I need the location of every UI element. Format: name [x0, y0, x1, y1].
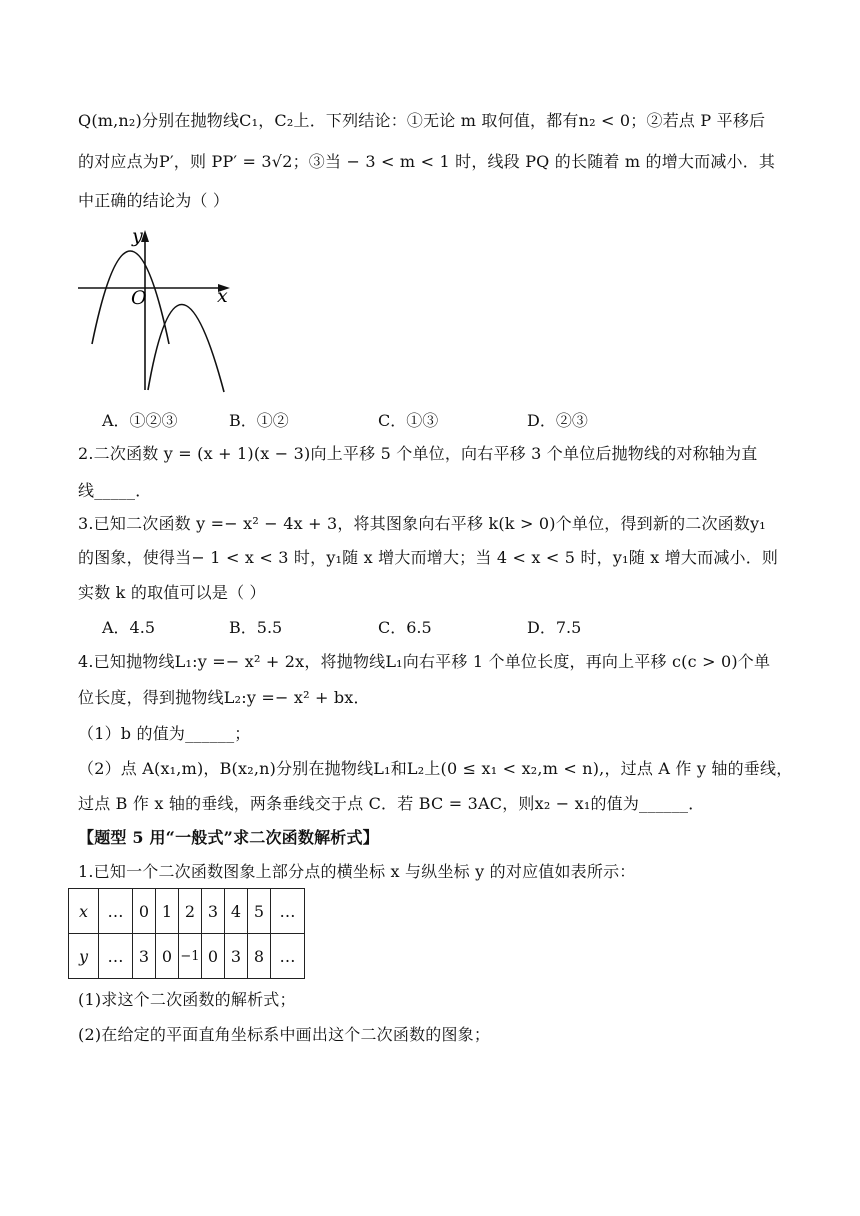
table-cell: 1 [156, 889, 179, 934]
table-row [69, 889, 305, 934]
table-cell: 0 [133, 889, 156, 934]
table-row [69, 934, 305, 979]
question-text: 实数 k 的取值可以是（ ） [78, 583, 266, 602]
option-a: A．4.5 [102, 618, 156, 637]
question-text: 1.已知一个二次函数图象上部分点的横坐标 x 与纵坐标 y 的对应值如表所示： [78, 862, 636, 881]
table-cell: −1 [179, 934, 202, 979]
option-c: C．6.5 [378, 618, 432, 637]
option-d: D．7.5 [527, 618, 582, 637]
parabola-c2 [148, 304, 224, 392]
question-text: 3.已知二次函数 y =− x² − 4x + 3，将其图象向右平移 k(k > 0)个单位，得到新的二次函数y₁ [78, 514, 766, 533]
table-cell: 3 [202, 889, 225, 934]
question-text: 4.已知抛物线L₁:y =− x² + 2x，将抛物线L₁向右平移 1 个单位长度，再向上平移 c(c > 0)个单 [78, 652, 771, 671]
table-cell: … [99, 889, 133, 934]
x-axis-label: x [217, 285, 228, 307]
question-part: (1)求这个二次函数的解析式； [78, 990, 296, 1009]
table-cell: … [271, 934, 305, 979]
question-text: 2.二次函数 y = (x + 1)(x − 3)向上平移 5 个单位，向右平移 3 个单位后抛物线的对称轴为直 [78, 444, 758, 463]
question-text: 线_____． [78, 481, 152, 500]
table-cell: … [271, 889, 305, 934]
question-text: Q(m,n₂)分别在抛物线C₁，C₂上．下列结论：①无论 m 取何值，都有n₂ < 0；②若点 P 平移后 [78, 111, 766, 130]
table-cell: 0 [202, 934, 225, 979]
question-part: 过点 B 作 x 轴的垂线，两条垂线交于点 C．若 BC = 3AC，则x₂ − x₁的值为______． [78, 794, 705, 813]
table-cell: 4 [225, 889, 248, 934]
question-text: 的对应点为P′，则 PP′ = 3√2；③当 − 3 < m < 1 时，线段 PQ 的长随着 m 的增大而减小．其 [78, 152, 776, 171]
option-d: D．②③ [527, 411, 588, 430]
option-a: A．①②③ [102, 411, 178, 430]
question-text: 位长度，得到抛物线L₂:y =− x² + bx． [78, 688, 370, 707]
question-part: (2)在给定的平面直角坐标系中画出这个二次函数的图象； [78, 1025, 491, 1044]
table-cell: y [69, 934, 99, 979]
table-cell: … [99, 934, 133, 979]
table-cell: x [69, 889, 99, 934]
option-c: C．①③ [378, 411, 439, 430]
section-heading: 【题型 5 用“一般式”求二次函数解析式】 [78, 828, 379, 847]
value-table [68, 888, 305, 979]
table-cell: 3 [225, 934, 248, 979]
y-axis-label: y [132, 225, 143, 247]
question-text: 中正确的结论为（ ） [78, 191, 230, 210]
parabola-graph [74, 222, 236, 394]
option-b: B．①② [229, 411, 289, 430]
table-cell: 5 [248, 889, 271, 934]
table-cell: 3 [133, 934, 156, 979]
table-cell: 8 [248, 934, 271, 979]
question-part: （2）点 A(x₁,m)，B(x₂,n)分别在抛物线L₁和L₂上(0 ≤ x₁ < x₂,m < n),，过点 A 作 y 轴的垂线， [78, 759, 793, 778]
option-b: B．5.5 [229, 618, 283, 637]
question-text: 的图象，使得当− 1 < x < 3 时，y₁随 x 增大而增大；当 4 < x < 5 时，y₁随 x 增大而减小．则 [78, 548, 779, 567]
table-cell: 0 [156, 934, 179, 979]
table-cell: 2 [179, 889, 202, 934]
question-part: （1）b 的值为______； [78, 724, 251, 743]
origin-label: O [131, 287, 147, 309]
